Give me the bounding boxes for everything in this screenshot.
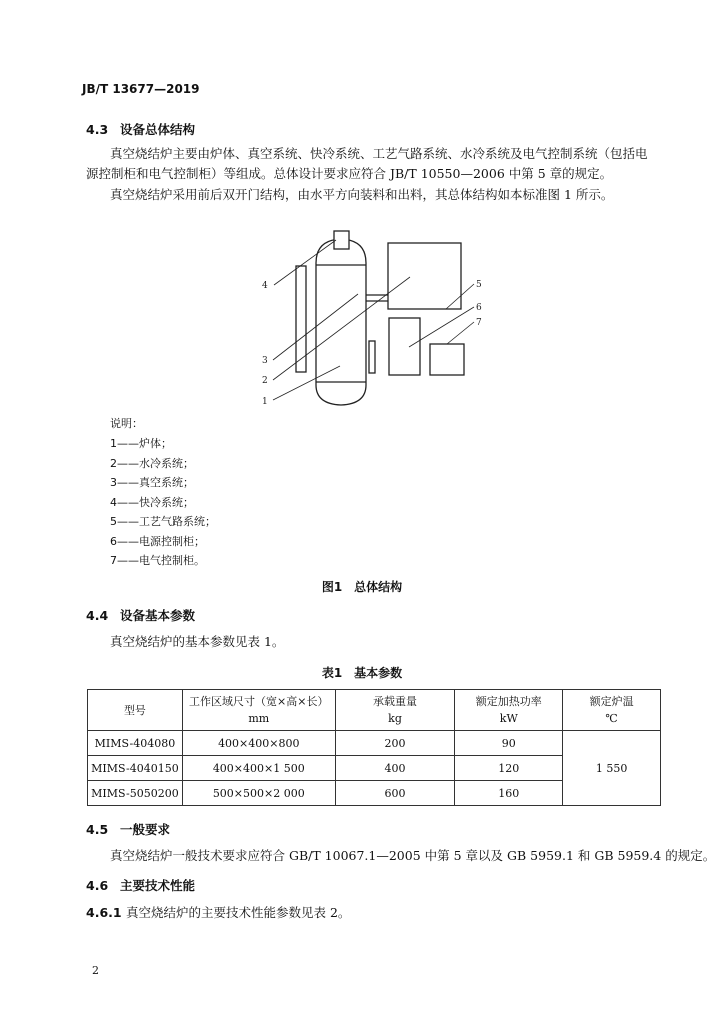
cell-model: MIMS-5050200 [88,781,183,806]
legend-item: 7——电气控制柜。 [110,554,205,567]
callout-2: 2 [262,376,268,386]
table-header-row [88,690,661,731]
figure-caption: 图1 总体结构 [321,580,403,594]
paragraph-line: 真空烧结炉主要由炉体、真空系统、快冷系统、工艺气路系统、水冷系统及电气控制系统（包括电 [110,146,648,161]
header-name: 型号 [123,703,146,717]
table-caption: 表1 基本参数 [321,666,403,680]
cell-power: 90 [455,731,563,756]
cell-power: 120 [455,756,563,781]
cell-temp-merged: 1 550 [563,731,661,806]
cell-size: 500×500×2 000 [182,781,335,806]
header-name: 承载重量 [373,695,418,708]
parameters-table [87,689,661,806]
side-small-box [369,341,375,373]
power-cabinet [389,318,420,375]
section-title: 设备总体结构 [120,122,196,137]
legend-item: 4——快冷系统； [110,495,194,509]
system-box-large [388,243,461,309]
section-number: 4.3 [86,122,109,137]
section-title: 一般要求 [120,822,171,837]
subsection-number: 4.6.1 [86,905,122,920]
section-4-6-heading [86,876,195,894]
header-cell [563,690,661,731]
legend-list [110,434,216,571]
standard-id: JB/T 13677—2019 [82,82,200,96]
cell-load: 400 [335,756,455,781]
legend-item: 6——电源控制柜； [110,534,205,548]
cell-model: MIMS-404080 [88,731,183,756]
cell-load: 600 [335,781,455,806]
section-4-5-heading [86,820,170,838]
paragraph: 真空烧结炉一般技术要求应符合 GB/T 10067.1—2005 中第 5 章以及 GB 5959.1 和 GB 5959.4 的规定。 [110,848,716,863]
section-number: 4.6 [86,878,109,893]
header-cell [455,690,563,731]
header-unit: kg [388,712,402,725]
furnace-body [316,239,366,405]
section-number: 4.5 [86,822,109,837]
callout-7: 7 [476,318,482,328]
cell-size: 400×400×800 [182,731,335,756]
header-cell [88,690,183,731]
top-nozzle [334,231,349,249]
header-unit: kW [499,712,518,725]
paragraph: 真空烧结炉的基本参数见表 1。 [110,634,285,649]
leader-7 [447,322,474,344]
cell-load: 200 [335,731,455,756]
legend-item: 5——工艺气路系统； [110,515,216,528]
section-title: 主要技术性能 [120,878,196,893]
legend-item: 1——炉体； [110,437,172,450]
paragraph-line: 源控制柜和电气控制柜）等组成。总体设计要求应符合 JB/T 10550—2006 中第 5 章的规定。 [86,166,613,181]
header-name: 额定炉温 [589,695,634,708]
header-cell [182,690,335,731]
legend-item: 3——真空系统； [110,476,194,489]
callout-5: 5 [476,280,482,290]
callout-3: 3 [262,356,268,366]
legend-item: 2——水冷系统； [110,456,194,470]
callout-1: 1 [262,397,268,407]
leader-4 [274,240,336,285]
leader-5 [446,284,474,309]
cell-size: 400×400×1 500 [182,756,335,781]
cell-power: 160 [455,781,563,806]
paragraph: 真空烧结炉采用前后双开门结构，由水平方向装料和出料，其总体结构如本标准图 1 所示。 [110,187,614,202]
section-number: 4.4 [86,608,109,623]
header-name: 工作区域尺寸（宽×高×长） [189,695,329,708]
header-unit: ℃ [605,712,618,725]
page-number: 2 [92,964,99,977]
header-cell [335,690,455,731]
control-cabinet [430,344,464,375]
subsection-4-6-1 [86,903,350,923]
callout-6: 6 [476,303,482,313]
header-name: 额定加热功率 [475,695,542,708]
header-unit: mm [248,712,270,725]
leader-6 [409,307,474,347]
cell-model: MIMS-4040150 [88,756,183,781]
subsection-text: 真空烧结炉的主要技术性能参数见表 2。 [126,905,351,920]
section-4-4-heading [86,606,195,624]
legend-title: 说明： [110,417,143,430]
section-title: 设备基本参数 [120,608,196,623]
table-row [88,731,661,756]
callout-4: 4 [262,281,268,291]
